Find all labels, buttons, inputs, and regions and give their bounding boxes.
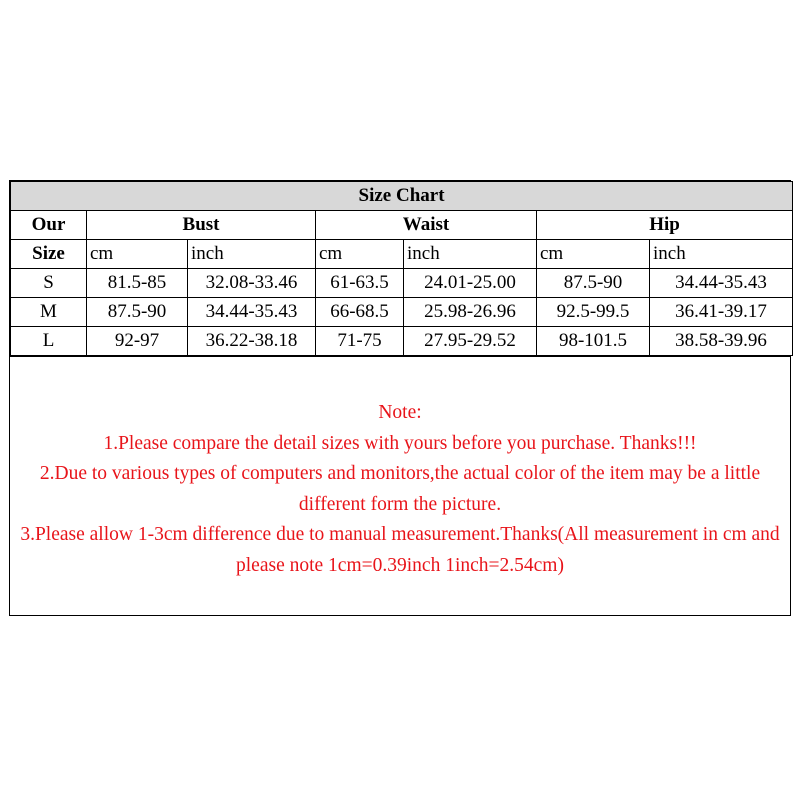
size-label: M <box>11 298 87 327</box>
chart-title: Size Chart <box>11 182 793 211</box>
waist-header: Waist <box>316 211 537 240</box>
hip-header: Hip <box>537 211 793 240</box>
title-row <box>11 182 793 211</box>
bust-header: Bust <box>87 211 316 240</box>
size-label: L <box>11 327 87 356</box>
unit-header: inch <box>188 240 316 269</box>
table-cell: 32.08-33.46 <box>188 269 316 298</box>
table-cell: 36.41-39.17 <box>650 298 793 327</box>
table-cell: 66-68.5 <box>316 298 404 327</box>
table-cell: 38.58-39.96 <box>650 327 793 356</box>
table-cell: 27.95-29.52 <box>404 327 537 356</box>
note-line-2: 2.Due to various types of computers and monitors,the actual color of the item may be a little different form the picture. <box>39 463 761 515</box>
table-row <box>11 327 793 356</box>
note-heading: Note: <box>378 402 422 423</box>
unit-header: inch <box>404 240 537 269</box>
note-line-3: 3.Please allow 1-3cm difference due to manual measurement.Thanks(All measurement in cm and please note 1cm=0.39inch 1inch=2.54cm) <box>20 524 780 576</box>
table-cell: 24.01-25.00 <box>404 269 537 298</box>
table-cell: 25.98-26.96 <box>404 298 537 327</box>
unit-header: cm <box>87 240 188 269</box>
note-section <box>10 356 790 611</box>
unit-header: cm <box>316 240 404 269</box>
size-label: S <box>11 269 87 298</box>
size-header-line2: Size <box>11 240 87 269</box>
header-row-units <box>11 240 793 269</box>
table-cell: 34.44-35.43 <box>188 298 316 327</box>
table-cell: 36.22-38.18 <box>188 327 316 356</box>
unit-header: inch <box>650 240 793 269</box>
size-chart <box>9 180 791 616</box>
table-cell: 71-75 <box>316 327 404 356</box>
header-row-groups <box>11 211 793 240</box>
table-cell: 61-63.5 <box>316 269 404 298</box>
table-cell: 92-97 <box>87 327 188 356</box>
table-cell: 81.5-85 <box>87 269 188 298</box>
table-cell: 34.44-35.43 <box>650 269 793 298</box>
table-row <box>11 269 793 298</box>
table-cell: 87.5-90 <box>537 269 650 298</box>
table-cell: 98-101.5 <box>537 327 650 356</box>
table-row <box>11 298 793 327</box>
table-cell: 92.5-99.5 <box>537 298 650 327</box>
table-cell: 87.5-90 <box>87 298 188 327</box>
size-table <box>10 181 793 356</box>
note-line-1: 1.Please compare the detail sizes with yours before you purchase. Thanks!!! <box>103 432 697 454</box>
size-header-line1: Our <box>11 211 87 240</box>
unit-header: cm <box>537 240 650 269</box>
